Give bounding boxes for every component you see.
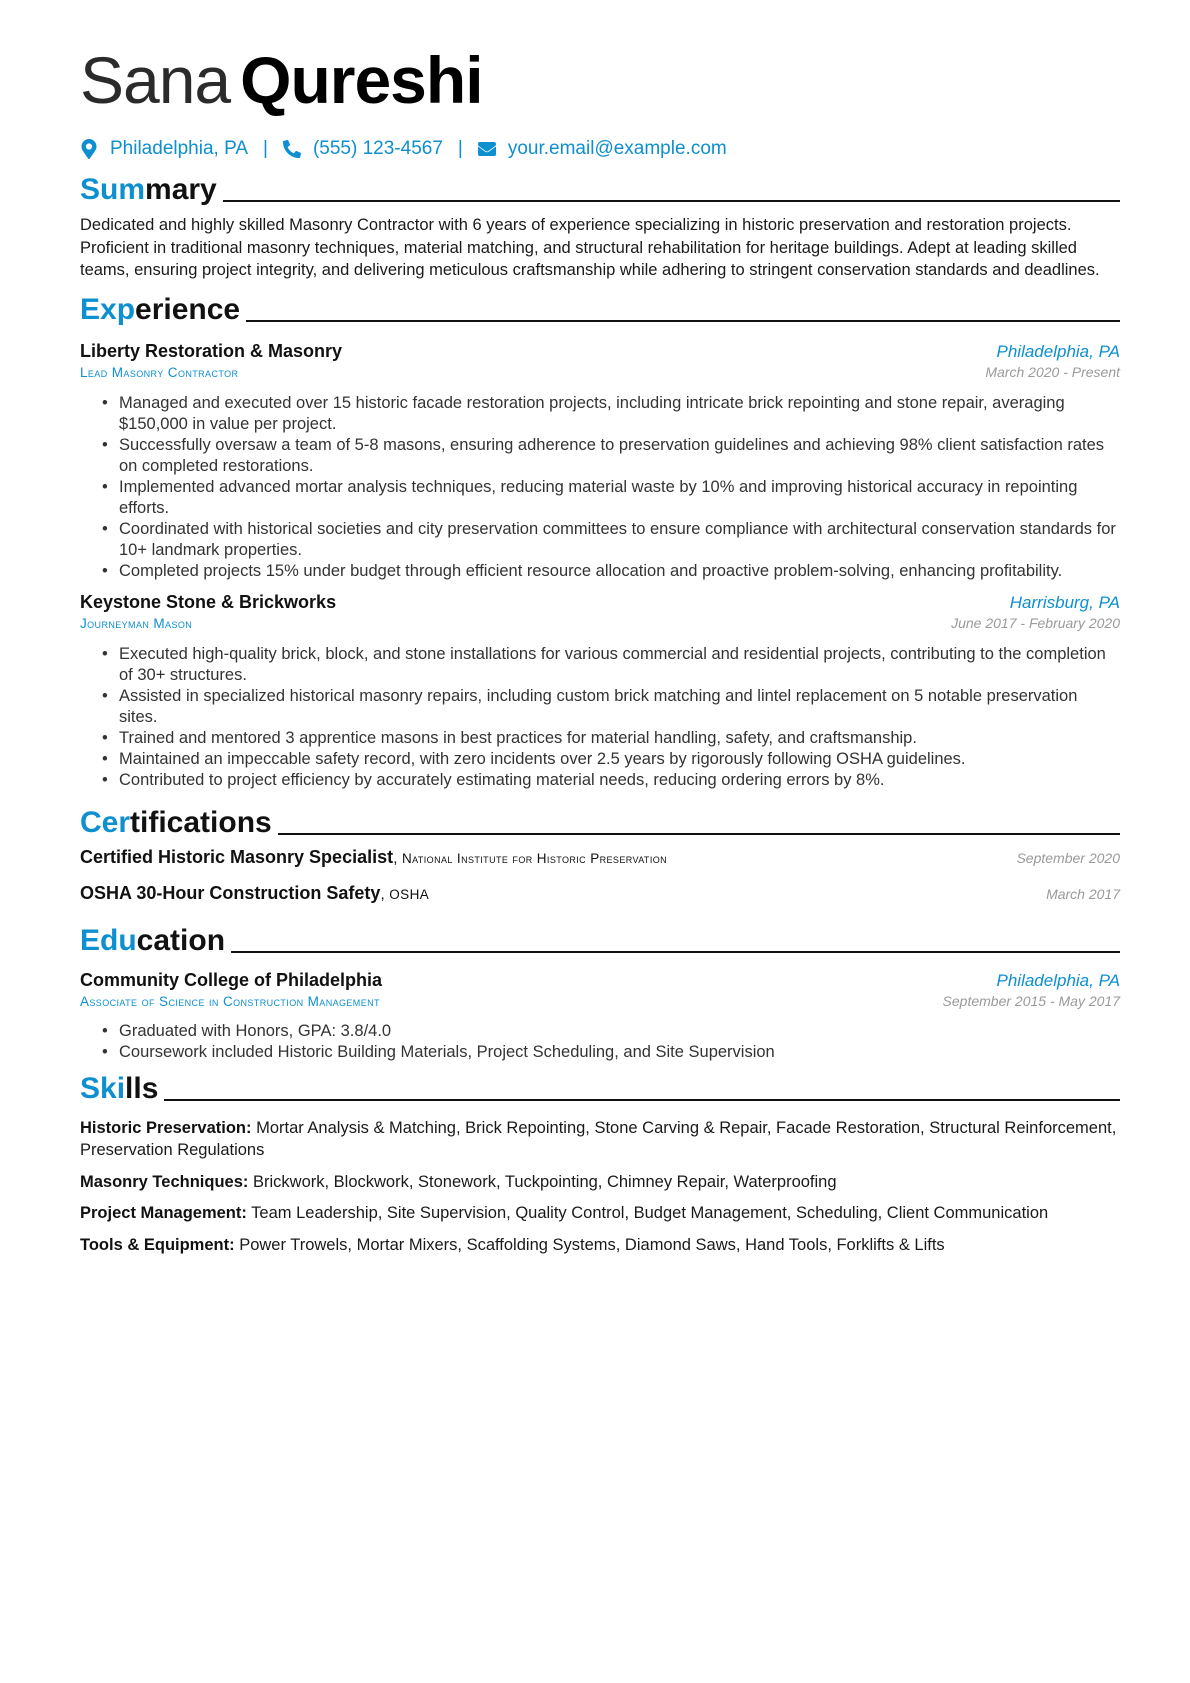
candidate-name xyxy=(80,42,1120,118)
list-item: • Managed and executed over 15 historic facade restoration projects, including intricate brick repointing and stone repair, averaging $150,000 in value per project. xyxy=(102,393,1120,435)
skills-list xyxy=(80,1117,1120,1257)
certification-issuer: OSHA xyxy=(389,886,430,902)
job-bullets xyxy=(102,644,1120,791)
list-item: • Trained and mentored 3 apprentice masons in best practices for material handling, safety, and craftsmanship. xyxy=(102,728,1120,749)
envelope-icon xyxy=(478,139,496,159)
job-subheader xyxy=(80,615,1120,631)
skill-items: Brickwork, Blockwork, Stonework, Tuckpointing, Chimney Repair, Waterproofing xyxy=(253,1172,837,1191)
skill-label: Masonry Techniques: xyxy=(80,1172,249,1191)
certification-date: September 2020 xyxy=(1016,849,1120,866)
job-title: Lead Masonry Contractor xyxy=(80,364,239,380)
section-title: Summary xyxy=(80,173,217,206)
job-header xyxy=(80,592,1120,613)
education-header xyxy=(80,970,1120,991)
skill-group xyxy=(80,1117,1120,1162)
list-item: • Completed projects 15% under budget through efficient resource allocation and proactive problem-solving, enhancing profitability. xyxy=(102,561,1120,582)
skill-group xyxy=(80,1202,1120,1225)
map-marker-icon xyxy=(80,139,98,159)
contact-separator: | xyxy=(457,138,463,159)
contact-email[interactable] xyxy=(478,138,727,160)
email-text: your.email@example.com xyxy=(507,138,727,159)
list-item: • Implemented advanced mortar analysis techniques, reducing material waste by 10% and improving historical accuracy in repointing efforts. xyxy=(102,477,1120,519)
list-item: • Executed high-quality brick, block, and stone installations for various commercial and residential projects, contributing to the completion of 30+ structures. xyxy=(102,644,1120,686)
job-bullets xyxy=(102,393,1120,582)
certification-issuer: National Institute for Historic Preservation xyxy=(401,850,668,866)
certification-item: Certified Historic Masonry Specialist, National Institute for Historic Preservation September 2020 xyxy=(80,846,1120,867)
education-bullets xyxy=(102,1021,1120,1063)
skill-label: Project Management: xyxy=(80,1204,247,1222)
certification-item: OSHA 30-Hour Construction Safety, OSHA March 2017 xyxy=(80,882,1120,903)
summary-heading xyxy=(80,170,1120,208)
certifications-heading xyxy=(80,803,1120,841)
job-location: Harrisburg, PA xyxy=(1009,592,1120,612)
section-title: Skills xyxy=(80,1071,159,1105)
company-name: Liberty Restoration & Masonry xyxy=(80,340,343,361)
skill-group xyxy=(80,1171,1120,1194)
contact-phone[interactable] xyxy=(283,138,443,160)
certification-list xyxy=(80,847,1120,919)
job-title: Journeyman Mason xyxy=(80,615,193,631)
skill-label: Historic Preservation: xyxy=(80,1118,252,1137)
phone-icon xyxy=(283,139,301,159)
skills-heading xyxy=(80,1069,1120,1107)
list-item: • Contributed to project efficiency by accurately estimating material needs, reducing ordering errors by 8%. xyxy=(102,770,1120,791)
degree: Associate of Science in Construction Management xyxy=(80,993,380,1009)
skill-items: Mortar Analysis & Matching, Brick Repointing, Stone Carving & Repair, Facade Restoration, Structural Reinforcement, Preservation Regulations xyxy=(80,1118,1117,1159)
education-heading xyxy=(80,921,1120,959)
first-name: Sana xyxy=(80,43,231,117)
section-divider xyxy=(231,951,1120,953)
education-dates: September 2015 - May 2017 xyxy=(942,992,1120,1009)
education-entry xyxy=(80,970,1120,1063)
location-text: Philadelphia, PA xyxy=(110,138,249,159)
list-item: • Successfully oversaw a team of 5-8 masons, ensuring adherence to preservation guidelines and achieving 98% client satisfaction rates on completed restorations. xyxy=(102,435,1120,477)
resume-page xyxy=(80,42,1120,1256)
skill-items: Team Leadership, Site Supervision, Quality Control, Budget Management, Scheduling, Client Communication xyxy=(251,1204,1049,1222)
section-divider xyxy=(164,1099,1120,1101)
skill-group xyxy=(80,1234,1120,1257)
list-item: • Assisted in specialized historical masonry repairs, including custom brick matching and lintel replacement on 5 notable preservation sites. xyxy=(102,686,1120,728)
skill-label: Tools & Equipment: xyxy=(80,1235,235,1254)
section-title: Education xyxy=(80,923,226,957)
job-entry xyxy=(80,592,1120,791)
section-divider xyxy=(223,200,1120,202)
list-item: • Coordinated with historical societies and city preservation committees to ensure compliance with architectural conservation standards for 10+ landmark properties. xyxy=(102,519,1120,561)
section-title: Experience xyxy=(80,292,241,326)
school-location: Philadelphia, PA xyxy=(996,970,1120,990)
school-name: Community College of Philadelphia xyxy=(80,969,383,990)
job-entry xyxy=(80,341,1120,582)
experience-heading xyxy=(80,290,1120,328)
list-item: • Graduated with Honors, GPA: 3.8/4.0 xyxy=(102,1021,1120,1042)
summary-text: Dedicated and highly skilled Masonry Contractor with 6 years of experience specializing in historic preservation and restoration projects. Proficient in traditional masonry techniques, material matching, and structural rehabilitation for heritage buildings. Adept at leading skilled teams, ensuring project integrity, and delivering meticulous craftsmanship while adhering to stringent conservation standards and deadlines. xyxy=(80,216,1100,279)
section-title: Certifications xyxy=(80,805,272,839)
section-divider xyxy=(246,320,1120,322)
job-location: Philadelphia, PA xyxy=(996,341,1120,361)
job-subheader xyxy=(80,364,1120,380)
job-header xyxy=(80,341,1120,362)
certification-date: March 2017 xyxy=(1046,885,1120,902)
list-item: • Coursework included Historic Building Materials, Project Scheduling, and Site Supervision xyxy=(102,1042,1120,1063)
certification-name: OSHA 30-Hour Construction Safety xyxy=(80,882,381,903)
list-item: • Maintained an impeccable safety record, with zero incidents over 2.5 years by rigorously following OSHA guidelines. xyxy=(102,749,1120,770)
section-divider xyxy=(278,833,1120,835)
contact-location xyxy=(80,138,248,160)
skill-items: Power Trowels, Mortar Mixers, Scaffolding Systems, Diamond Saws, Hand Tools, Forklifts & Lifts xyxy=(239,1235,945,1254)
last-name: Qureshi xyxy=(240,43,483,117)
company-name: Keystone Stone & Brickworks xyxy=(80,591,337,612)
contact-separator: | xyxy=(263,138,268,159)
job-dates: June 2017 - February 2020 xyxy=(951,614,1120,631)
job-dates: March 2020 - Present xyxy=(985,363,1120,380)
certification-name: Certified Historic Masonry Specialist xyxy=(80,846,394,867)
education-subheader xyxy=(80,993,1120,1009)
phone-text: (555) 123-4567 xyxy=(312,138,443,159)
contact-bar xyxy=(80,136,1120,162)
